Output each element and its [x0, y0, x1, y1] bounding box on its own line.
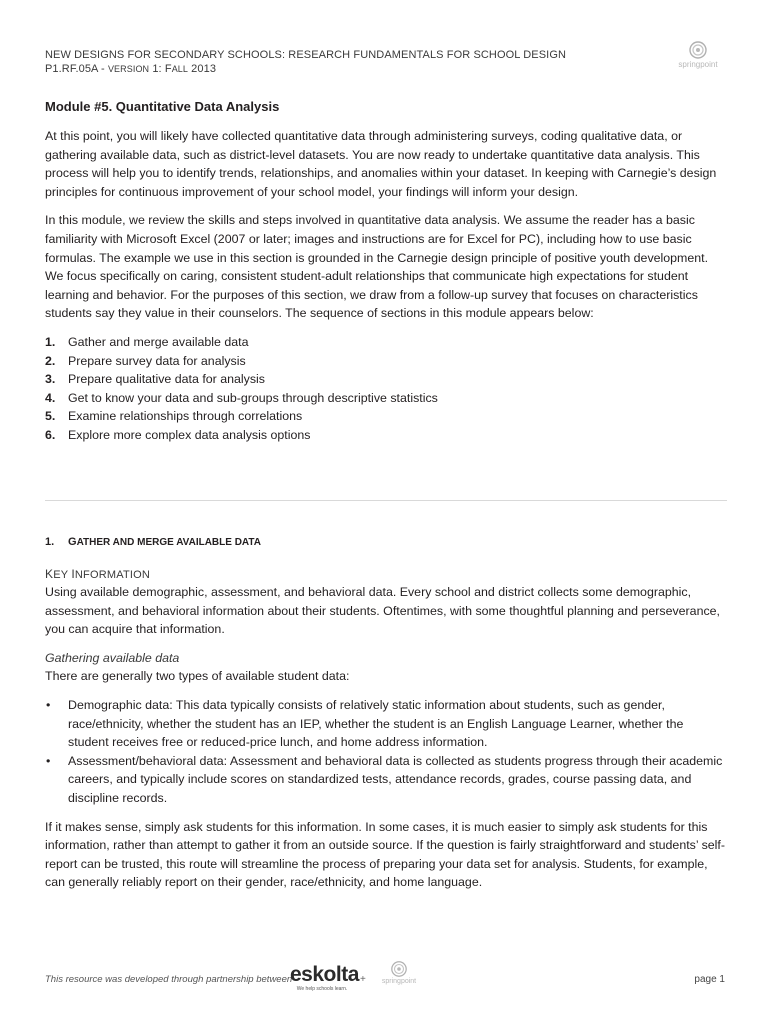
eskolta-wordmark: eskolta — [290, 963, 359, 986]
section-heading: 1. GATHER AND MERGE AVAILABLE DATA — [45, 536, 261, 548]
list-item: 2. Prepare survey data for analysis — [45, 353, 246, 368]
list-item: 4. Get to know your data and sub-groups through descriptive statistics — [45, 390, 438, 405]
header-title: NEW DESIGNS FOR SECONDARY SCHOOLS: RESEARCH FUNDAMENTALS FOR SCHOOL DESIGN — [45, 49, 567, 61]
types-intro: There are generally two types of available student data: — [45, 669, 350, 684]
header-logo-text: springpoint — [678, 60, 718, 69]
running-header — [45, 48, 685, 76]
header-season: ALL — [171, 64, 189, 74]
eskolta-logo — [290, 963, 359, 992]
closing-paragraph: If it makes sense, simply ask students for this information. In some cases, it is much easier to simply ask students for this information, rather than attempt to gather it from an outside source. If the question is fairly straightforward and students’ self-report can be trusted, this route will streamline the process of preparing your data set for analysis. Students, for example, can generally reliably report on their gender, race/ethnicity, and home language. — [45, 819, 725, 890]
header-version-label: VERSION — [107, 64, 150, 74]
key-information-subhead: KEY INFORMATION — [45, 567, 151, 581]
key-information-text: Using available demographic, assessment, and behavioral data. Every school and district collects some demographic, assessment, and behavioral information about their students. Oftentimes, with some thoughtful planning and perseverance, you can acquire that information. — [45, 585, 720, 637]
section-gather-data — [45, 534, 725, 902]
section-divider — [45, 500, 727, 501]
header-year: 2013 — [188, 63, 217, 75]
page-number: page 1 — [694, 974, 725, 985]
springpoint-footer-logo — [373, 960, 425, 986]
module-content — [45, 98, 725, 445]
header-version — [45, 62, 685, 76]
list-item: 3. Prepare qualitative data for analysis — [45, 372, 265, 387]
header-code: P1.RF.05A - — [45, 63, 108, 75]
springpoint-header-logo — [668, 40, 728, 76]
footer-plus: + — [360, 974, 366, 985]
list-item: 6. Explore more complex data analysis options — [45, 427, 311, 442]
springpoint-swirl-icon — [390, 960, 408, 978]
footer-credit: This resource was developed through partnership between — [45, 974, 293, 985]
section-sequence-list — [45, 333, 725, 445]
list-item: 1. Gather and merge available data — [45, 334, 249, 349]
module-title: Module #5. Quantitative Data Analysis — [45, 99, 280, 114]
gathering-data-subhead: Gathering available data — [45, 650, 180, 665]
springpoint-swirl-icon — [688, 40, 708, 60]
overview-paragraph: In this module, we review the skills and steps involved in quantitative data analysis. We assume the reader has a basic familiarity with Microsoft Excel (2007 or later; images and instructions are for Excel for PC), including how to use basic formulas. The example we use in this section is grounded in the Carnegie design principle of positive youth development. We focus specifically on caring, consistent student-adult relationships that communicate high expectations for student learning and behavior. For the purposes of this section, we draw from a follow-up survey that focuses on characteristics students say they value in their counselors. The sequence of sections in this module appears below: — [45, 213, 709, 321]
data-types-list — [45, 696, 725, 808]
list-item: • Assessment/behavioral data: Assessment and behavioral data is collected as students progress through their academic careers, and typically include scores on standardized tests, attendance records, grades, course passing data, and discipline records. — [46, 753, 723, 805]
header-version-num: 1: F — [149, 63, 172, 75]
intro-paragraph: At this point, you will likely have collected quantitative data through administering surveys, coding qualitative data, or gathering available data, such as district-level datasets. You are now ready to undertake quantitative data analysis. This process will help you to identify trends, relationships, and anomalies within your dataset. In keeping with Carnegie’s design principles for continuous improvement of your school model, your findings will inform your design. — [45, 129, 717, 199]
eskolta-tagline: We help schools learn. — [296, 986, 348, 992]
list-item: 5. Examine relationships through correlations — [45, 409, 303, 424]
list-item: • Demographic data: This data typically consists of relatively static information about students, such as gender, race/ethnicity, whether the student has an IEP, whether the student is an English Language Learner, whether the student receives free or reduced-price lunch, and home address information. — [46, 697, 684, 750]
footer-logo-text: springpoint — [381, 978, 417, 985]
page-footer — [45, 960, 727, 1000]
